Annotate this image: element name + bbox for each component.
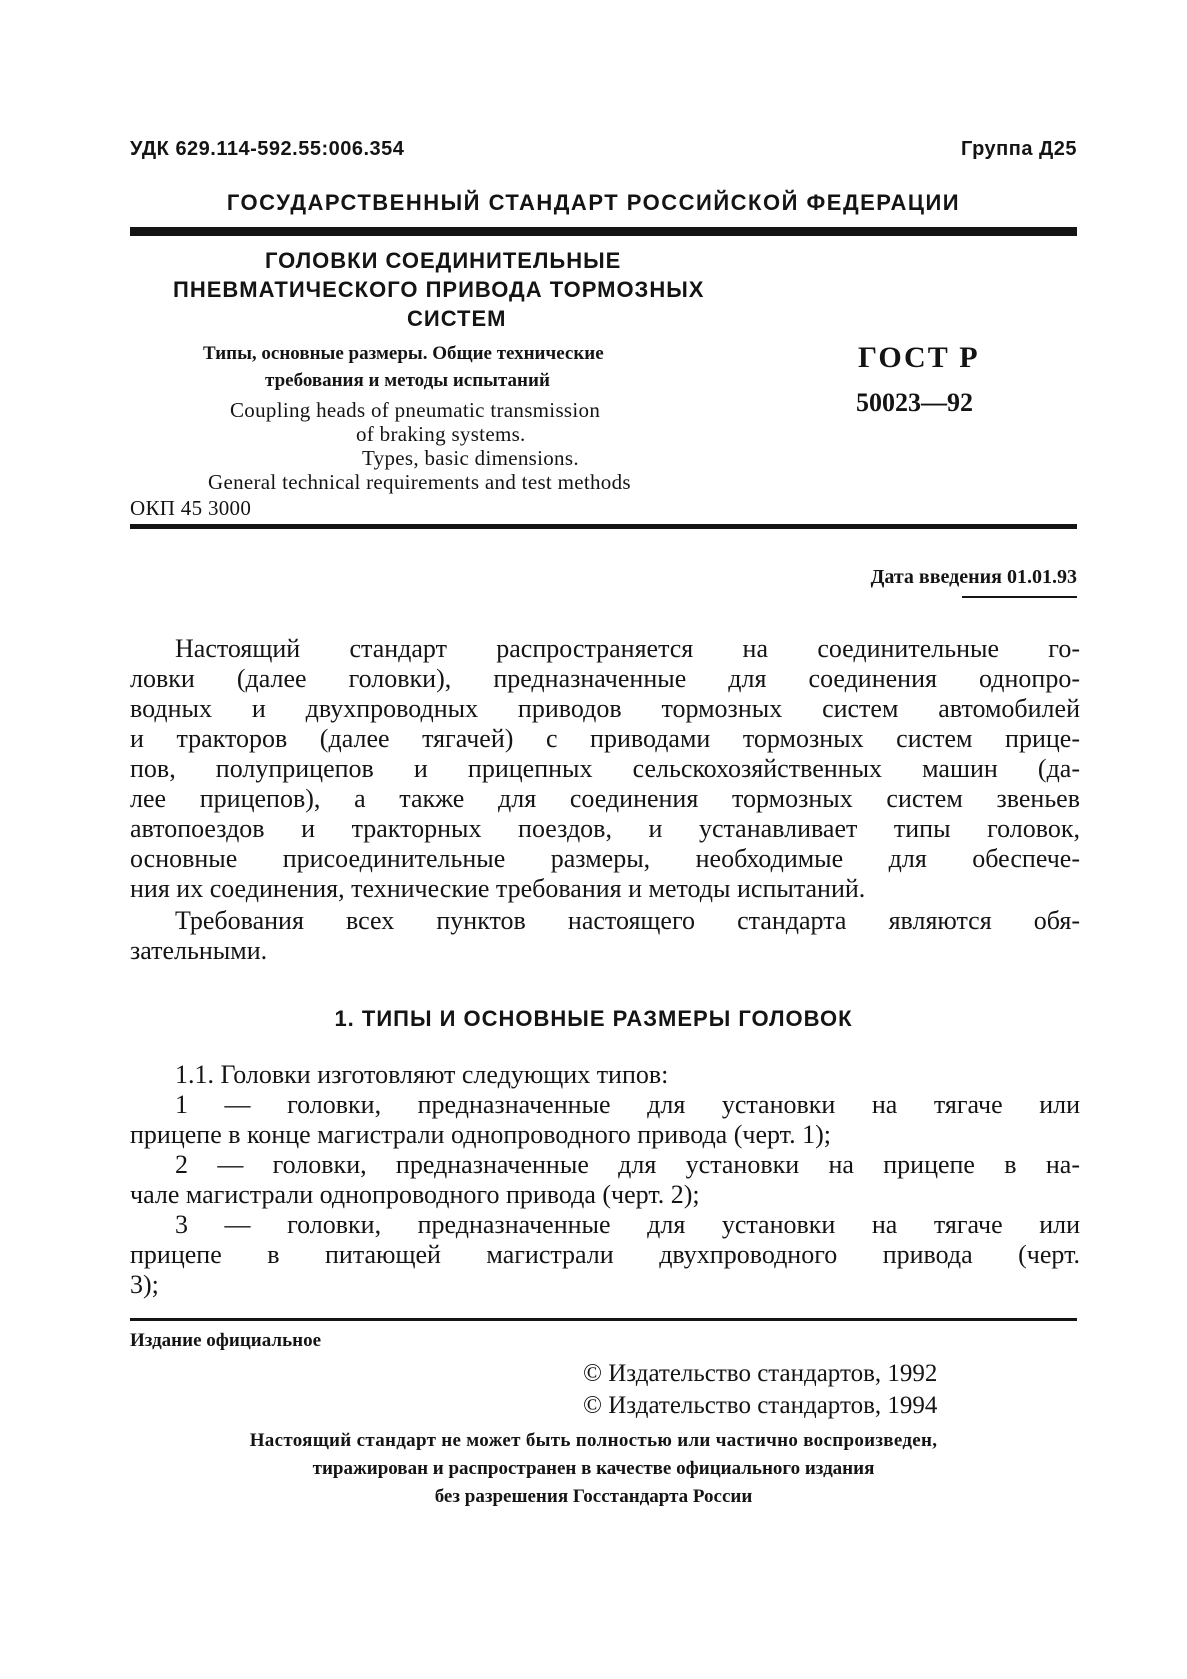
section-line-1: 1.1. Головки изготовляют следующих типов:: [175, 1060, 669, 1089]
copyright-1994: © Издательство стандартов, 1994: [583, 1392, 938, 1419]
section-line-2: 1 — головки, предназначенные для установки на тягаче или: [175, 1090, 1080, 1119]
title-line-2: ПНЕВМАТИЧЕСКОГО ПРИВОДА ТОРМОЗНЫХ: [173, 277, 705, 302]
udk-code: УДК 629.114-592.55:006.354: [130, 138, 405, 160]
english-title-line-3: Types, basic dimensions.: [362, 446, 579, 470]
section-line-7: прицепе в питающей магистрали двухпроводного привода (черт.: [130, 1240, 1080, 1269]
subtitle-line-2: требования и методы испытаний: [265, 370, 550, 391]
notice-line-2: тиражирован и распространен в качестве официального издания: [312, 1458, 875, 1479]
english-title-line-4: General technical requirements and test methods: [208, 470, 631, 494]
paragraph1-line-6: лее прицепов), а также для соединения тормозных систем звеньев: [130, 784, 1080, 813]
bottom-title-rule: [130, 524, 1077, 529]
english-title-line-1: Coupling heads of pneumatic transmission: [230, 398, 601, 422]
section-line-4: 2 — головки, предназначенные для установки на прицепе в на-: [175, 1150, 1080, 1179]
paragraph1-line-9: ния их соединения, технические требования и методы испытаний.: [130, 874, 866, 903]
notice-line-1: Настоящий стандарт не может быть полностью или частично воспроизведен,: [249, 1430, 938, 1451]
paragraph2-line-2: зательными.: [130, 936, 268, 965]
section-line-6: 3 — головки, предназначенные для установки на тягаче или: [175, 1210, 1080, 1239]
group-code: Группа Д25: [961, 138, 1077, 160]
section-line-3: прицепе в конце магистрали однопроводного привода (черт. 1);: [130, 1120, 831, 1149]
notice-line-3: без разрешения Госстандарта России: [434, 1486, 753, 1507]
okp-code: ОКП 45 3000: [130, 496, 252, 520]
introduction-date: Дата введения 01.01.93: [870, 566, 1077, 588]
section-heading: 1. ТИПЫ И ОСНОВНЫЕ РАЗМЕРЫ ГОЛОВОК: [334, 1006, 853, 1031]
section-line-8: 3);: [130, 1270, 159, 1299]
date-underline: [962, 596, 1077, 598]
paragraph2-line-1: Требования всех пунктов настоящего стандарта являются обя-: [175, 906, 1080, 935]
paragraph1-line-7: автопоездов и тракторных поездов, и устанавливает типы головок,: [130, 814, 1080, 843]
title-line-3: СИСТЕМ: [407, 306, 507, 331]
title-line-1: ГОЛОВКИ СОЕДИНИТЕЛЬНЫЕ: [265, 248, 622, 273]
paragraph1-line-4: и тракторов (далее тягачей) с приводами тормозных систем прице-: [130, 724, 1080, 753]
paragraph1-line-5: пов, полуприцепов и прицепных сельскохозяйственных машин (да-: [130, 754, 1080, 783]
english-title-line-2: of braking systems.: [356, 422, 526, 446]
paragraph1-line-8: основные присоединительные размеры, необходимые для обеспече-: [130, 844, 1080, 873]
section-line-5: чале магистрали однопроводного привода (черт. 2);: [130, 1180, 700, 1209]
subtitle-line-1: Типы, основные размеры. Общие технические: [203, 343, 604, 364]
official-edition: Издание официальное: [130, 1330, 322, 1351]
footer-rule: [130, 1318, 1077, 1321]
paragraph1-line-1: Настоящий стандарт распространяется на соединительные го-: [175, 634, 1080, 663]
top-thick-rule: [130, 227, 1077, 236]
paragraph1-line-2: ловки (далее головки), предназначенные для соединения однопро-: [130, 664, 1080, 693]
copyright-1992: © Издательство стандартов, 1992: [583, 1360, 938, 1387]
gost-label: ГОСТ Р: [858, 341, 980, 374]
gost-number: 50023—92: [856, 388, 973, 417]
state-standard-heading: ГОСУДАРСТВЕННЫЙ СТАНДАРТ РОССИЙСКОЙ ФЕДЕРАЦИИ: [226, 190, 961, 215]
paragraph1-line-3: водных и двухпроводных приводов тормозных систем автомобилей: [130, 694, 1080, 723]
